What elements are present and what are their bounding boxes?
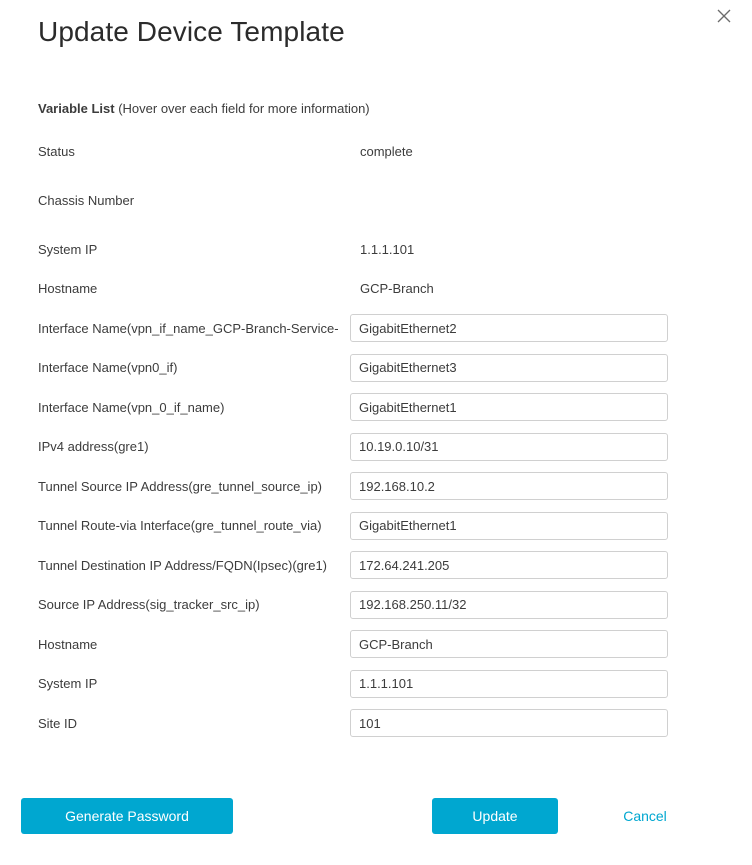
variable-row-value: GCP-Branch bbox=[360, 281, 434, 297]
variable-row-input[interactable] bbox=[350, 630, 668, 658]
page-title: Update Device Template bbox=[38, 16, 345, 47]
variable-row-label: Source IP Address(sig_tracker_src_ip) bbox=[38, 597, 260, 613]
variable-row-input[interactable] bbox=[350, 591, 668, 619]
variable-row-label: Interface Name(vpn_if_name_GCP-Branch-Service- bbox=[38, 320, 339, 336]
variable-row-label: System IP bbox=[38, 241, 98, 257]
variable-row-input[interactable] bbox=[350, 354, 668, 382]
variable-row-label: Site ID bbox=[38, 715, 78, 731]
variable-row bbox=[0, 388, 752, 428]
variable-row bbox=[0, 427, 752, 467]
variable-row-label: System IP bbox=[38, 676, 98, 692]
variable-row bbox=[0, 585, 752, 625]
variable-list-hint: (Hover over each field for more information) bbox=[114, 101, 370, 116]
variable-list-label: Variable List bbox=[38, 101, 115, 116]
variable-row bbox=[0, 664, 752, 704]
variable-row-value: 1.1.1.101 bbox=[360, 241, 415, 257]
variable-row-input[interactable] bbox=[350, 314, 668, 342]
dialog-footer bbox=[0, 798, 752, 865]
variable-row-label: Interface Name(vpn0_if) bbox=[38, 360, 178, 376]
variable-row-input[interactable] bbox=[350, 393, 668, 421]
update-button[interactable]: Update bbox=[432, 798, 558, 834]
variable-row bbox=[0, 269, 752, 309]
variable-row bbox=[0, 172, 752, 230]
close-icon-glyph bbox=[716, 8, 732, 24]
variable-row bbox=[0, 132, 752, 172]
close-icon[interactable] bbox=[712, 4, 736, 28]
variable-row-label: Chassis Number bbox=[38, 193, 135, 208]
variable-row bbox=[0, 230, 752, 270]
generate-password-button[interactable]: Generate Password bbox=[21, 798, 233, 834]
variable-row-label: IPv4 address(gre1) bbox=[38, 439, 149, 455]
variable-row bbox=[0, 704, 752, 744]
variable-row bbox=[0, 625, 752, 665]
variable-row-label: Hostname bbox=[38, 636, 98, 652]
variable-row-label: Tunnel Route-via Interface(gre_tunnel_route_via) bbox=[38, 518, 322, 534]
variable-rows bbox=[0, 132, 752, 743]
variable-row-input[interactable] bbox=[350, 472, 668, 500]
variable-row-input[interactable] bbox=[350, 709, 668, 737]
variable-row-label: Tunnel Source IP Address(gre_tunnel_source_ip) bbox=[38, 478, 323, 494]
variable-row-label: Status bbox=[38, 144, 75, 160]
variable-row-label: Hostname bbox=[38, 281, 98, 297]
variable-row-input[interactable] bbox=[350, 670, 668, 698]
variable-row-label: Tunnel Destination IP Address/FQDN(Ipsec)(gre1) bbox=[38, 557, 328, 573]
variable-row bbox=[0, 348, 752, 388]
variable-row bbox=[0, 506, 752, 546]
variable-row-value: complete bbox=[360, 144, 413, 160]
variable-row bbox=[0, 546, 752, 586]
variable-row bbox=[0, 467, 752, 507]
variable-row-input[interactable] bbox=[350, 433, 668, 461]
variable-row-input[interactable] bbox=[350, 551, 668, 579]
cancel-button[interactable]: Cancel bbox=[600, 798, 690, 834]
variable-row-input[interactable] bbox=[350, 512, 668, 540]
variable-list-header bbox=[38, 101, 370, 116]
variable-row-label: Interface Name(vpn_0_if_name) bbox=[38, 399, 225, 415]
variable-row bbox=[0, 309, 752, 349]
